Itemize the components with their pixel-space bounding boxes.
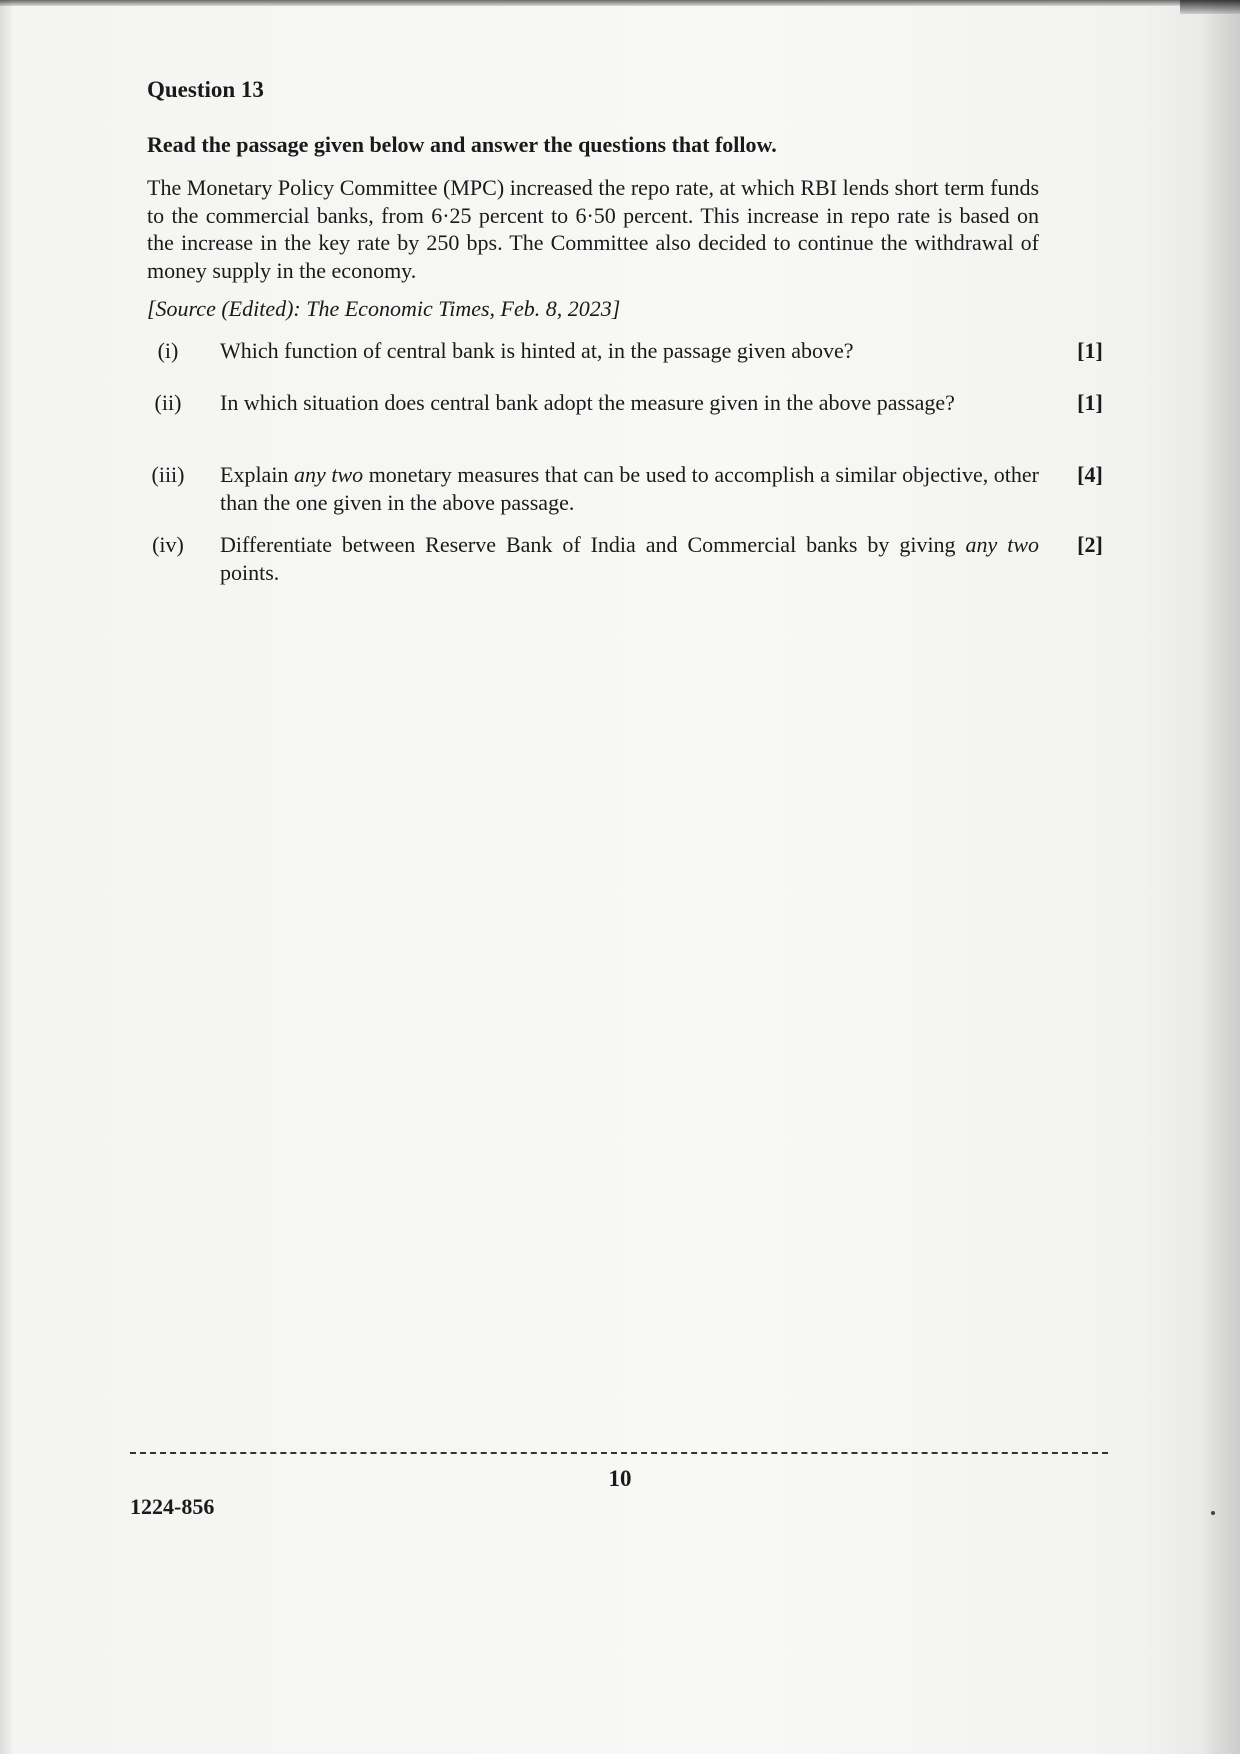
sub-question-number: (iv): [152, 532, 184, 557]
sub-question-marks: [2]: [1077, 532, 1103, 557]
sub-question-text: In which situation does central bank adopt the measure given in the above passage?: [220, 390, 955, 415]
scan-speck: [1211, 1511, 1215, 1515]
footer-divider: [130, 1452, 1108, 1454]
scan-right-edge: [1202, 0, 1240, 1754]
sub-question-text: Differentiate between Reserve Bank of India and Commercial banks by giving any two points.: [220, 532, 1039, 585]
question-title: Question 13: [147, 77, 264, 102]
sub-question-number: (iii): [151, 462, 185, 487]
emphasis-text: any two: [965, 532, 1039, 557]
passage-text: The Monetary Policy Committee (MPC) increased the repo rate, at which RBI lends short term funds to the commercial banks, from 6·25 percent to 6·50 percent. This increase in repo rate is based on the increase in the key rate by 250 bps. The Committee also decided to continue the withdrawal of money supply in the economy.: [147, 175, 1039, 283]
paper-code: 1224-856: [130, 1494, 215, 1519]
sub-question-number: (ii): [154, 390, 182, 415]
sub-question-marks: [1]: [1077, 338, 1103, 363]
emphasis-text: any two: [294, 462, 364, 487]
page-number: 10: [608, 1466, 632, 1491]
sub-question-text: Which function of central bank is hinted at, in the passage given above?: [220, 338, 854, 363]
scan-left-edge: [0, 0, 14, 1754]
sub-question-marks: [4]: [1077, 462, 1103, 487]
sub-question-number: (i): [157, 338, 179, 363]
scan-top-edge: [0, 0, 1240, 6]
passage-source: [Source (Edited): The Economic Times, Feb. 8, 2023]: [147, 296, 621, 321]
question-instruction: Read the passage given below and answer the questions that follow.: [147, 132, 777, 157]
sub-question-marks: [1]: [1077, 390, 1103, 415]
sub-question-text: Explain any two monetary measures that can be used to accomplish a similar objective, other than the one given in the above passage.: [220, 462, 1039, 515]
